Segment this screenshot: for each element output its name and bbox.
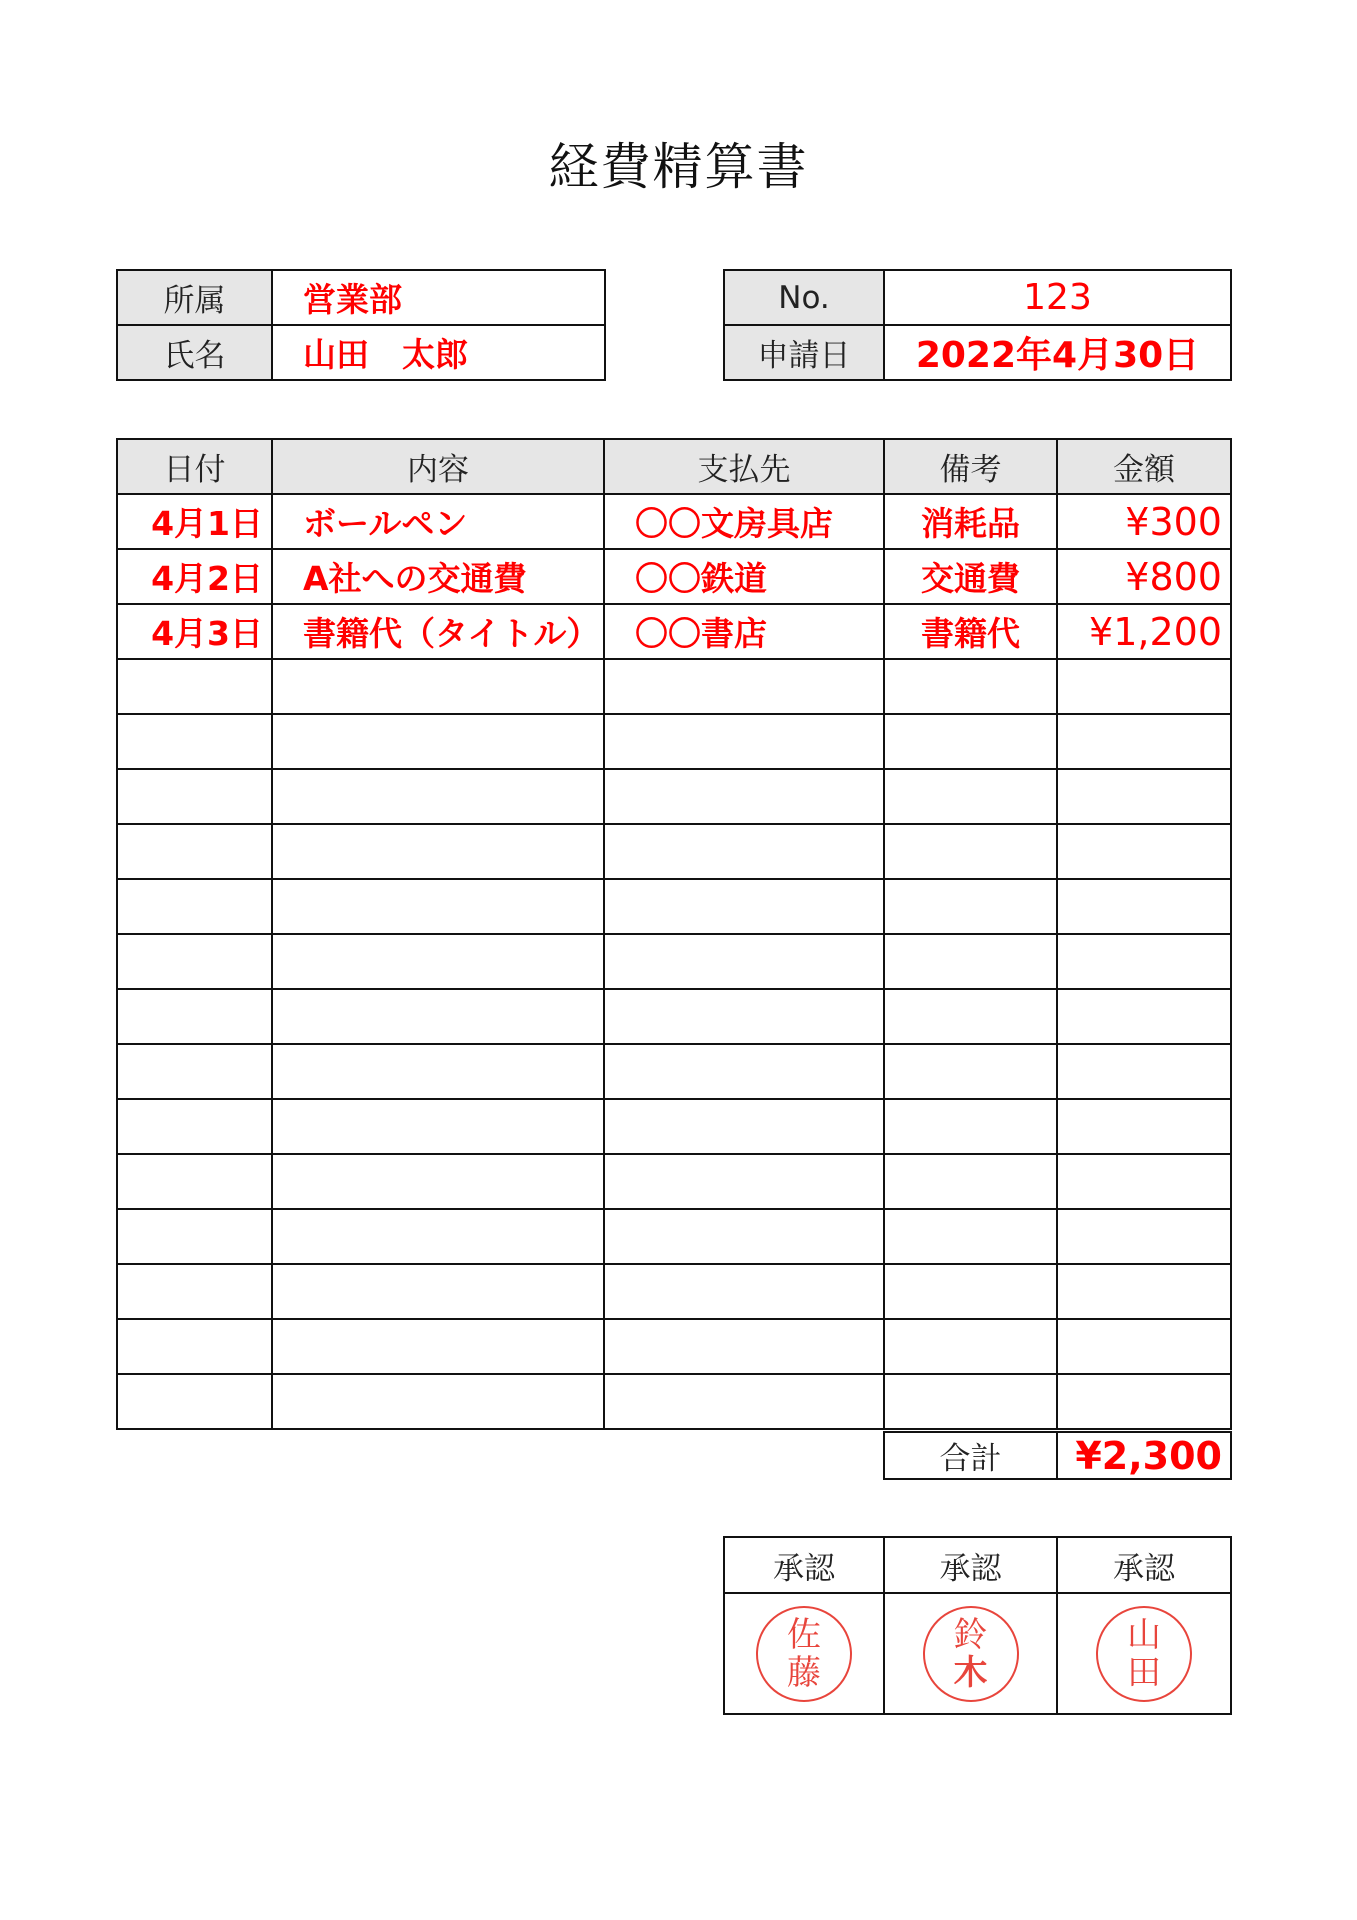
request-date-field[interactable]: 2022年4月30日	[884, 325, 1231, 380]
applicant-info-table	[116, 269, 606, 381]
payee-cell[interactable]	[604, 659, 884, 714]
amount-cell[interactable]	[1057, 1264, 1231, 1319]
date-cell[interactable]	[117, 1319, 272, 1374]
content-cell[interactable]	[272, 989, 604, 1044]
date-cell[interactable]	[117, 769, 272, 824]
approval-cell-2[interactable]	[884, 1593, 1057, 1714]
amount-cell[interactable]: ¥1,200	[1057, 604, 1231, 659]
content-cell[interactable]	[272, 1264, 604, 1319]
department-field[interactable]: 営業部	[272, 270, 605, 325]
content-cell[interactable]	[272, 1044, 604, 1099]
header-note: 備考	[884, 439, 1057, 494]
header-content: 内容	[272, 439, 604, 494]
date-cell[interactable]: 4月3日	[117, 604, 272, 659]
empty-table-row	[117, 824, 1231, 879]
date-cell[interactable]	[117, 1044, 272, 1099]
amount-cell[interactable]: ¥800	[1057, 549, 1231, 604]
content-cell[interactable]	[272, 1374, 604, 1429]
request-info-table	[723, 269, 1232, 381]
amount-cell[interactable]	[1057, 879, 1231, 934]
note-cell[interactable]: 消耗品	[884, 494, 1057, 549]
content-cell[interactable]	[272, 934, 604, 989]
payee-cell[interactable]	[604, 1099, 884, 1154]
date-cell[interactable]	[117, 1099, 272, 1154]
note-cell[interactable]	[884, 1374, 1057, 1429]
approval-label-1: 承認	[724, 1537, 884, 1593]
table-row	[117, 494, 1231, 549]
payee-cell[interactable]	[604, 1154, 884, 1209]
amount-cell[interactable]	[1057, 1099, 1231, 1154]
content-cell[interactable]	[272, 714, 604, 769]
payee-cell[interactable]	[604, 769, 884, 824]
empty-table-row	[117, 934, 1231, 989]
date-cell[interactable]: 4月1日	[117, 494, 272, 549]
payee-cell[interactable]	[604, 1374, 884, 1429]
empty-table-row	[117, 989, 1231, 1044]
date-cell[interactable]	[117, 1154, 272, 1209]
note-cell[interactable]	[884, 714, 1057, 769]
amount-cell[interactable]	[1057, 824, 1231, 879]
payee-cell[interactable]	[604, 1044, 884, 1099]
approval-label-2: 承認	[884, 1537, 1057, 1593]
content-cell[interactable]	[272, 659, 604, 714]
amount-cell[interactable]	[1057, 934, 1231, 989]
approval-label-3: 承認	[1057, 1537, 1231, 1593]
content-cell[interactable]	[272, 1154, 604, 1209]
amount-cell[interactable]	[1057, 1374, 1231, 1429]
note-cell[interactable]	[884, 1264, 1057, 1319]
approval-stamp-icon: 鈴 木	[923, 1606, 1019, 1702]
date-cell[interactable]	[117, 824, 272, 879]
empty-table-row	[117, 1154, 1231, 1209]
approval-stamp-icon: 佐 藤	[756, 1606, 852, 1702]
content-cell[interactable]: ボールペン	[272, 494, 604, 549]
note-cell[interactable]	[884, 934, 1057, 989]
note-cell[interactable]: 交通費	[884, 549, 1057, 604]
date-cell[interactable]	[117, 989, 272, 1044]
date-cell[interactable]	[117, 879, 272, 934]
payee-cell[interactable]	[604, 934, 884, 989]
payee-cell[interactable]: 〇〇文房具店	[604, 494, 884, 549]
date-cell[interactable]	[117, 659, 272, 714]
note-cell[interactable]	[884, 989, 1057, 1044]
amount-cell[interactable]: ¥300	[1057, 494, 1231, 549]
payee-cell[interactable]	[604, 714, 884, 769]
payee-cell[interactable]	[604, 989, 884, 1044]
empty-table-row	[117, 769, 1231, 824]
expense-header-row	[117, 439, 1231, 494]
expense-table	[116, 438, 1232, 1430]
payee-cell[interactable]	[604, 824, 884, 879]
note-cell[interactable]	[884, 659, 1057, 714]
payee-cell[interactable]	[604, 879, 884, 934]
document-title: 経費精算書	[548, 138, 809, 196]
note-cell[interactable]	[884, 769, 1057, 824]
content-cell[interactable]	[272, 1319, 604, 1374]
department-label: 所属	[117, 270, 272, 325]
total-value: ¥2,300	[1057, 1432, 1231, 1479]
payee-cell[interactable]: 〇〇書店	[604, 604, 884, 659]
date-cell[interactable]	[117, 1374, 272, 1429]
number-label: No.	[724, 270, 884, 325]
content-cell[interactable]: 書籍代（タイトル）	[272, 604, 604, 659]
number-field[interactable]: 123	[884, 270, 1231, 325]
content-cell[interactable]	[272, 879, 604, 934]
table-row	[117, 604, 1231, 659]
payee-cell[interactable]	[604, 1209, 884, 1264]
note-cell[interactable]	[884, 1319, 1057, 1374]
header-payee: 支払先	[604, 439, 884, 494]
amount-cell[interactable]	[1057, 1154, 1231, 1209]
note-cell[interactable]	[884, 1099, 1057, 1154]
date-cell[interactable]	[117, 1264, 272, 1319]
total-table	[883, 1431, 1232, 1480]
approval-table	[723, 1536, 1232, 1715]
empty-table-row	[117, 1044, 1231, 1099]
payee-cell[interactable]: 〇〇鉄道	[604, 549, 884, 604]
note-cell[interactable]	[884, 824, 1057, 879]
date-cell[interactable]	[117, 1209, 272, 1264]
approval-cell-3[interactable]	[1057, 1593, 1231, 1714]
payee-cell[interactable]	[604, 1319, 884, 1374]
empty-table-row	[117, 1209, 1231, 1264]
table-row	[117, 549, 1231, 604]
date-cell[interactable]	[117, 714, 272, 769]
header-date: 日付	[117, 439, 272, 494]
note-cell[interactable]: 書籍代	[884, 604, 1057, 659]
header-amount: 金額	[1057, 439, 1231, 494]
amount-cell[interactable]	[1057, 1044, 1231, 1099]
empty-table-row	[117, 1264, 1231, 1319]
empty-table-row	[117, 879, 1231, 934]
content-cell[interactable]: A社への交通費	[272, 549, 604, 604]
date-cell[interactable]: 4月2日	[117, 549, 272, 604]
amount-cell[interactable]	[1057, 714, 1231, 769]
amount-cell[interactable]	[1057, 989, 1231, 1044]
date-cell[interactable]	[117, 934, 272, 989]
content-cell[interactable]	[272, 769, 604, 824]
request-date-label: 申請日	[724, 325, 884, 380]
empty-table-row	[117, 1374, 1231, 1429]
name-field[interactable]: 山田 太郎	[272, 325, 605, 380]
note-cell[interactable]	[884, 1154, 1057, 1209]
content-cell[interactable]	[272, 824, 604, 879]
empty-table-row	[117, 659, 1231, 714]
name-label: 氏名	[117, 325, 272, 380]
content-cell[interactable]	[272, 1099, 604, 1154]
amount-cell[interactable]	[1057, 659, 1231, 714]
note-cell[interactable]	[884, 1044, 1057, 1099]
payee-cell[interactable]	[604, 1264, 884, 1319]
amount-cell[interactable]	[1057, 1319, 1231, 1374]
empty-table-row	[117, 714, 1231, 769]
amount-cell[interactable]	[1057, 769, 1231, 824]
note-cell[interactable]	[884, 879, 1057, 934]
empty-table-row	[117, 1099, 1231, 1154]
note-cell[interactable]	[884, 1209, 1057, 1264]
amount-cell[interactable]	[1057, 1209, 1231, 1264]
approval-cell-1[interactable]	[724, 1593, 884, 1714]
content-cell[interactable]	[272, 1209, 604, 1264]
approval-stamp-icon: 山 田	[1096, 1606, 1192, 1702]
empty-table-row	[117, 1319, 1231, 1374]
total-label: 合計	[884, 1432, 1057, 1479]
